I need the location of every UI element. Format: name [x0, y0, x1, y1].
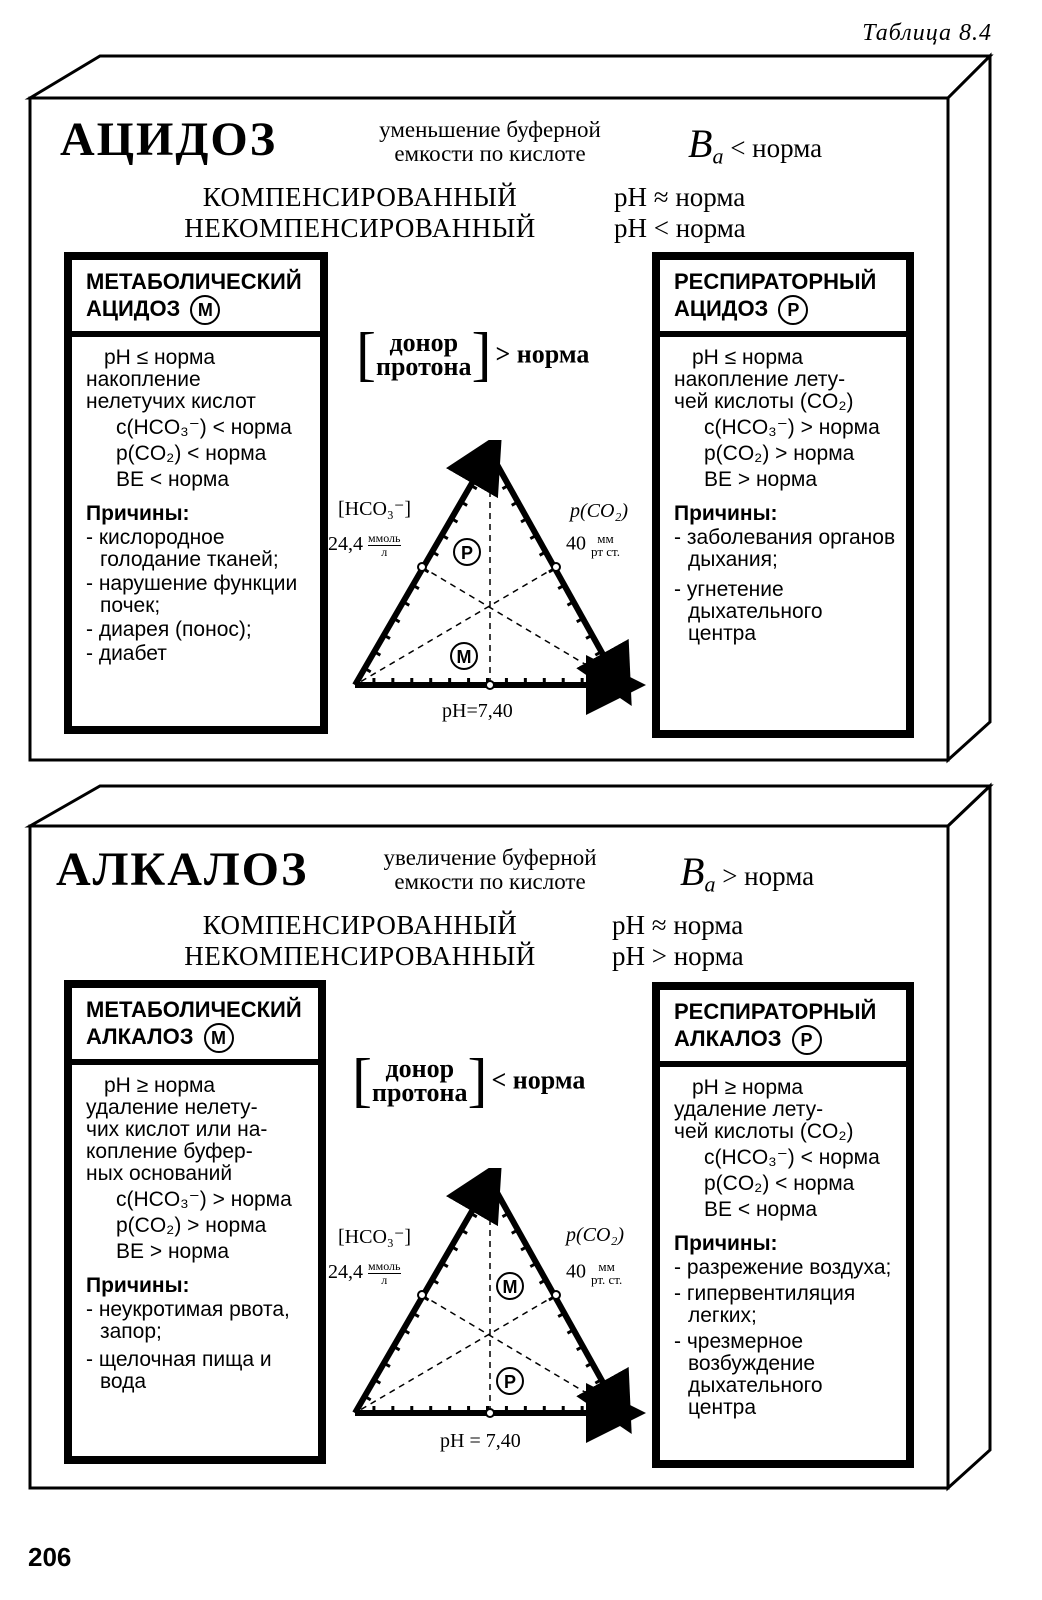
cause-item: - нарушение функции почек; — [86, 572, 298, 617]
hco3-label: [HCO₃⁻] — [338, 498, 412, 520]
triangle-lower-badge: M — [456, 647, 472, 667]
alkalosis-compensation-types: КОМПЕНСИРОВАННЫЙ НЕКОМПЕНСИРОВАННЫЙ — [184, 910, 536, 971]
triangle-upper-badge: P — [460, 543, 474, 563]
acidosis-compensation-ph: pH ≈ норма pH < норма — [614, 182, 746, 243]
acidosis-title: АЦИДОЗ — [60, 113, 278, 166]
respiratory-badge-icon: P — [792, 1025, 822, 1055]
respiratory-acidosis-box — [652, 252, 914, 738]
acidosis-compensation-types: КОМПЕНСИРОВАННЫЙ НЕКОМПЕНСИРОВАННЫЙ — [184, 182, 536, 243]
hco3-label: [HCO₃⁻] — [338, 1226, 412, 1248]
alkalosis-proton-donor: [ донор протона ] < норма — [352, 1047, 586, 1113]
hco3-value: 24,4 $\frac{\text{ммоль}}{л}$ — [328, 1259, 401, 1287]
acidosis-panel — [0, 0, 1042, 740]
alkalosis-ba-expression: $B_a$ > норма — [680, 849, 815, 897]
cause-item: - гипервентиляция легких; — [674, 1282, 856, 1327]
metabolic-alkalosis-title: МЕТАБОЛИЧЕСКИЙ АЛКАЛОЗ M — [72, 988, 318, 1065]
pco2-label: p(CO₂) — [566, 1224, 625, 1246]
respiratory-acidosis-details: pH ≤ норма накопление лету- чей кислоты (CO₂) c(HCO₃⁻) > норма p(CO₂) > норма BE > норма Причины: - заболевания органов дыхания; - угнетение дыхательного центра — [674, 346, 896, 645]
metabolic-alkalosis-box — [64, 980, 326, 1464]
alkalosis-triangle-diagram — [330, 1168, 650, 1458]
cause-item: - щелочная пища и вода — [86, 1348, 272, 1393]
respiratory-badge-icon: P — [778, 295, 808, 325]
ph-label: pH=7,40 — [442, 700, 513, 722]
respiratory-alkalosis-details: pH ≥ норма удаление лету- чей кислоты (CO₂) c(HCO₃⁻) < норма p(CO₂) < норма BE < норма Причины: - разрежение воздуха; - гипервентиляция легких; - чрезмерное возбуждение дыхательного центра — [660, 1067, 906, 1429]
causes-heading: Причины: — [674, 502, 778, 525]
acidosis-triangle-diagram — [330, 440, 650, 730]
alkalosis-title: АЛКАЛОЗ — [56, 843, 309, 896]
table-label: Таблица 8.4 — [862, 20, 992, 46]
metabolic-badge-icon: M — [204, 1023, 234, 1053]
triangle-lower-badge: P — [503, 1372, 517, 1392]
pco2-value: 40 мм рт. ст. — [566, 1259, 623, 1287]
metabolic-badge-icon: M — [190, 295, 220, 325]
respiratory-alkalosis-title: РЕСПИРАТОРНЫЙ АЛКАЛОЗ P — [660, 990, 906, 1067]
acidosis-description: уменьшение буферной емкости по кислоте — [379, 117, 601, 166]
cause-item: - кислородное голодание тканей; — [86, 526, 279, 571]
ph-condition: pH ≤ норма — [104, 346, 216, 369]
cause-item: - разрежение воздуха; — [674, 1256, 892, 1279]
alkalosis-compensation-ph: pH ≈ норма pH > норма — [612, 910, 744, 971]
triangle-upper-badge: M — [502, 1277, 518, 1297]
cause-item: - неукротимая рвота, запор; — [86, 1298, 290, 1343]
pco2-value: 40 мм рт ст. — [566, 531, 620, 559]
page-number: 206 — [28, 1542, 72, 1572]
metabolic-acidosis-details: pH ≤ норма накопление нелетучих кислот c(HCO₃⁻) < норма p(CO₂) < норма BE < норма Причины: - кислородное голодание тканей; - нарушение функции почек; - диарея (понос); - диабет — [72, 337, 320, 675]
ph-label: pH = 7,40 — [440, 1430, 521, 1452]
causes-heading: Причины: — [86, 502, 190, 525]
respiratory-alkalosis-box — [652, 982, 914, 1468]
metabolic-acidosis-box — [64, 252, 328, 734]
cause-item: - заболевания органов дыхания; — [674, 526, 896, 571]
pco2-label: p(CO₂) — [570, 500, 629, 522]
alkalosis-panel — [0, 728, 1042, 1468]
cause-item: - диарея (понос); — [86, 618, 252, 641]
metabolic-acidosis-title: МЕТАБОЛИЧЕСКИЙ АЦИДОЗ M — [72, 260, 320, 337]
hco3-value: 24,4 $\frac{\text{ммоль}}{л}$ — [328, 531, 401, 559]
cause-item: - чрезмерное возбуждение дыхательного центра — [674, 1330, 823, 1419]
alkalosis-description: увеличение буферной емкости по кислоте — [383, 845, 597, 894]
causes-heading: Причины: — [674, 1232, 778, 1255]
acidosis-proton-donor: [ донор протона ] > норма — [356, 321, 590, 387]
cause-item: - диабет — [86, 642, 167, 665]
cause-item: - угнетение дыхательного центра — [674, 578, 823, 645]
respiratory-acidosis-title: РЕСПИРАТОРНЫЙ АЦИДОЗ P — [660, 260, 906, 337]
metabolic-alkalosis-details: pH ≥ норма удаление нелету- чих кислот или на- копление буфер- ных оснований c(HCO₃⁻) > норма p(CO₂) > норма BE > норма Причины: - неукротимая рвота, запор; - щелочная пища и вода — [72, 1065, 318, 1403]
causes-heading: Причины: — [86, 1274, 190, 1297]
acidosis-ba-expression: $B_a$ < норма — [688, 121, 823, 169]
